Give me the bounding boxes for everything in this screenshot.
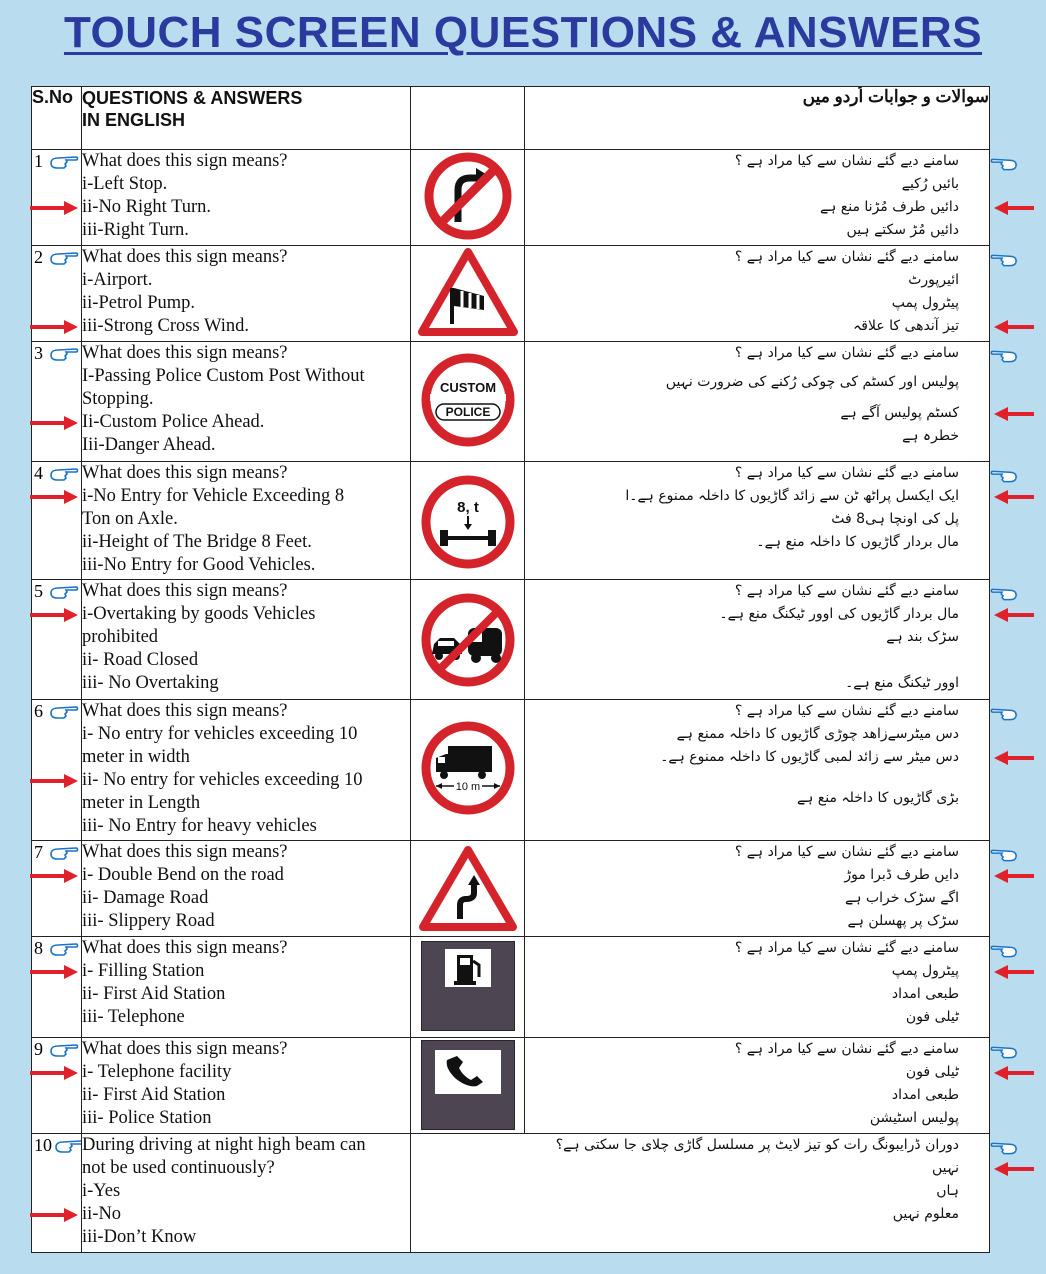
table-row <box>32 1038 990 1134</box>
option: i-Airport. <box>82 270 153 290</box>
urdu-cell <box>525 580 990 700</box>
urdu-cell <box>525 342 990 462</box>
page-title: TOUCH SCREEN QUESTIONS & ANSWERS <box>63 8 983 57</box>
pointing-hand-icon <box>49 346 79 362</box>
sno-cell <box>32 580 82 700</box>
table-row <box>32 700 990 841</box>
sno-cell <box>32 150 82 246</box>
urdu-option: اگے سڑک خراب ہے <box>845 890 959 906</box>
pointing-hand-icon <box>49 845 79 861</box>
question-text: What does this sign means? <box>82 151 288 171</box>
option: iii- No Overtaking <box>82 673 219 693</box>
option: iii-Right Turn. <box>82 220 189 240</box>
custom-police-sign-icon <box>418 352 518 448</box>
urdu-option: دائیں مُڑ سکتے ہیں <box>846 222 959 238</box>
english-cell <box>82 937 411 1038</box>
table-row <box>32 150 990 246</box>
cross-wind-sign-icon <box>418 246 518 338</box>
header-row <box>32 87 990 150</box>
red-arrow-icon <box>994 407 1034 421</box>
urdu-option: اوور ٹیکنگ منع ہے۔ <box>845 675 959 691</box>
option-correct: ii-No <box>82 1204 122 1224</box>
urdu-option-correct: دس میٹر سے زائد لمبی گاڑیوں کا داخلہ ممنوع ہے۔ <box>660 749 959 765</box>
table-row <box>32 1134 990 1253</box>
urdu-cell <box>525 462 990 580</box>
option: iii- Slippery Road <box>82 911 215 931</box>
sign-label: POLICE <box>445 405 490 419</box>
red-arrow-icon <box>994 490 1034 504</box>
option: iii-Don’t Know <box>82 1227 197 1247</box>
urdu-option: خطرہ ہے <box>902 428 959 444</box>
sign-label: CUSTOM <box>439 380 496 395</box>
urdu-cell <box>525 937 990 1038</box>
sno-cell <box>32 700 82 841</box>
option-correct: Ii-Custom Police Ahead. <box>82 412 265 432</box>
urdu-option: ہاں <box>936 1183 959 1199</box>
table-row <box>32 841 990 937</box>
question-text: What does this sign means? <box>82 343 288 363</box>
option-correct: meter in Length <box>82 793 201 813</box>
sign-cell <box>411 342 525 462</box>
english-cell <box>82 462 411 580</box>
pointing-hand-icon <box>990 252 1018 268</box>
pointing-hand-icon <box>49 584 79 600</box>
option-correct: i- Telephone facility <box>82 1062 232 1082</box>
question-number: 5 <box>34 581 43 601</box>
header-sno: S.No <box>32 87 82 150</box>
option: ii- Road Closed <box>82 650 199 670</box>
option-correct: ii- No entry for vehicles exceeding 10 <box>82 770 363 790</box>
option-correct: ii-No Right Turn. <box>82 197 212 217</box>
no-right-turn-sign-icon <box>420 150 516 242</box>
question-text: not be used continuously? <box>82 1158 275 1178</box>
question-number: 7 <box>34 842 43 862</box>
urdu-option: معلوم نہیں <box>892 1206 959 1222</box>
pointing-hand-icon <box>990 847 1018 863</box>
urdu-cell <box>411 1134 990 1253</box>
urdu-option: سڑک پر پھسلن ہے <box>847 913 959 929</box>
no-overtaking-goods-sign-icon <box>418 592 518 688</box>
urdu-option-correct: کسٹم پولیس آگے ہے <box>840 405 959 421</box>
question-text: What does this sign means? <box>82 581 288 601</box>
urdu-cell <box>525 150 990 246</box>
header-english-line2: IN ENGLISH <box>82 110 186 130</box>
pointing-hand-icon <box>49 941 79 957</box>
table-row <box>32 462 990 580</box>
red-arrow-icon <box>30 608 78 622</box>
question-number: 2 <box>34 247 43 267</box>
pointing-hand-icon <box>990 1044 1018 1060</box>
pointing-hand-icon <box>990 348 1018 364</box>
axle-weight-sign-icon <box>418 474 518 570</box>
option-correct: iii-Strong Cross Wind. <box>82 316 249 336</box>
option: ii-Petrol Pump. <box>82 293 196 313</box>
question-text: What does this sign means? <box>82 938 288 958</box>
option: iii- No Entry for heavy vehicles <box>82 816 317 836</box>
question-number: 3 <box>34 343 43 363</box>
urdu-option-correct: تیز آندھی کا علاقہ <box>853 318 959 334</box>
red-arrow-icon <box>30 965 78 979</box>
sign-label: 10 m <box>455 781 480 793</box>
red-arrow-icon <box>994 1162 1034 1176</box>
table-row <box>32 937 990 1038</box>
red-arrow-icon <box>994 751 1034 765</box>
red-arrow-icon <box>30 774 78 788</box>
question-text: What does this sign means? <box>82 701 288 721</box>
urdu-option: پیٹرول پمپ <box>891 295 959 311</box>
pointing-hand-icon <box>990 706 1018 722</box>
table-row <box>32 246 990 342</box>
option: Iii-Danger Ahead. <box>82 435 216 455</box>
urdu-cell <box>525 700 990 841</box>
question-number: 8 <box>34 938 43 958</box>
urdu-option: مال بردار گاڑیوں کا داخلہ منع ہے۔ <box>756 534 959 550</box>
sign-cell <box>411 462 525 580</box>
option-correct: i-Overtaking by goods Vehicles <box>82 604 316 624</box>
pointing-hand-icon <box>990 1140 1018 1156</box>
option: iii- Police Station <box>82 1108 212 1128</box>
option-correct: i- Filling Station <box>82 961 205 981</box>
urdu-option-correct: ٹیلی فون <box>905 1064 959 1080</box>
option: i- No entry for vehicles exceeding 10 <box>82 724 358 744</box>
urdu-option-correct: پیٹرول پمپ <box>891 963 959 979</box>
option: ii-Height of The Bridge 8 Feet. <box>82 532 312 552</box>
urdu-cell <box>525 1038 990 1134</box>
filling-station-sign-icon <box>421 941 515 1031</box>
option-correct: i-No Entry for Vehicle Exceeding 8 <box>82 486 345 506</box>
option: iii-No Entry for Good Vehicles. <box>82 555 316 575</box>
urdu-option-correct: دائیں طرف مُڑنا منع ہے <box>819 199 959 215</box>
sign-label: 8, t <box>456 499 479 516</box>
urdu-option: سڑک بند ہے <box>886 629 959 645</box>
english-cell <box>82 580 411 700</box>
red-arrow-icon <box>30 1208 78 1222</box>
urdu-cell <box>525 246 990 342</box>
option-correct: i- Double Bend on the road <box>82 865 284 885</box>
option: meter in width <box>82 747 190 767</box>
option: ii- Damage Road <box>82 888 209 908</box>
option: ii- First Aid Station <box>82 984 226 1004</box>
pointing-hand-icon <box>990 156 1018 172</box>
urdu-option-correct: دایں طرف ڈبرا موڑ <box>844 867 959 883</box>
option-correct: Ton on Axle. <box>82 509 178 529</box>
urdu-question-text: سامنے دیے گئے نشان سے کیا مراد ہے ؟ <box>734 1041 959 1057</box>
sign-cell <box>411 841 525 937</box>
sign-cell <box>411 150 525 246</box>
sno-cell <box>32 342 82 462</box>
urdu-option: بائیں رُکیے <box>901 176 959 192</box>
urdu-question-text: سامنے دیے گئے نشان سے کیا مراد ہے ؟ <box>734 844 959 860</box>
pointing-hand-icon <box>49 250 79 266</box>
sno-cell <box>32 462 82 580</box>
urdu-question-text: سامنے دیے گئے نشان سے کیا مراد ہے ؟ <box>734 703 959 719</box>
urdu-option: پل کی اونچا ہی8 فٹ <box>831 511 959 527</box>
pointing-hand-icon <box>49 466 79 482</box>
question-text: During driving at night high beam can <box>82 1135 366 1155</box>
question-number: 10 <box>34 1135 52 1155</box>
question-number: 4 <box>34 463 43 483</box>
qa-table <box>31 86 990 1253</box>
question-text: What does this sign means? <box>82 247 288 267</box>
pointing-hand-icon <box>990 586 1018 602</box>
option: ii- First Aid Station <box>82 1085 226 1105</box>
urdu-option: طبعی امداد <box>891 1087 959 1103</box>
telephone-sign-icon <box>421 1040 515 1130</box>
pointing-hand-icon <box>49 704 79 720</box>
option-correct: prohibited <box>82 627 159 647</box>
urdu-option-correct: نہیں <box>932 1160 959 1176</box>
urdu-question-text: سامنے دیے گئے نشان سے کیا مراد ہے ؟ <box>734 940 959 956</box>
option: I-Passing Police Custom Post Without <box>82 366 365 386</box>
sno-cell <box>32 937 82 1038</box>
question-text: What does this sign means? <box>82 842 288 862</box>
question-text: What does this sign means? <box>82 1039 288 1059</box>
red-arrow-icon <box>994 201 1034 215</box>
sno-cell <box>32 841 82 937</box>
header-urdu: سوالات و جوابات اُردو میں <box>525 87 990 150</box>
red-arrow-icon <box>30 201 78 215</box>
english-cell <box>82 1134 411 1253</box>
red-arrow-icon <box>994 320 1034 334</box>
question-number: 6 <box>34 701 43 721</box>
sign-cell <box>411 246 525 342</box>
option: i-Yes <box>82 1181 121 1201</box>
urdu-question-text: سامنے دیے گئے نشان سے کیا مراد ہے ؟ <box>734 153 959 169</box>
sign-cell <box>411 580 525 700</box>
option: iii- Telephone <box>82 1007 185 1027</box>
header-english-line1: QUESTIONS & ANSWERS <box>82 88 303 108</box>
header-english <box>82 87 411 150</box>
pointing-hand-icon <box>54 1138 82 1154</box>
red-arrow-icon <box>30 869 78 883</box>
urdu-question-text: سامنے دیے گئے نشان سے کیا مراد ہے ؟ <box>734 345 959 361</box>
option: Stopping. <box>82 389 154 409</box>
urdu-question-text: دوران ڈرایبونگ رات کو تیز لایٹ پر مسلسل گاڑی چلای جا سکتی ہے؟ <box>555 1137 959 1153</box>
table-row <box>32 580 990 700</box>
question-text: What does this sign means? <box>82 463 288 483</box>
urdu-option: ائیرپورٹ <box>908 272 959 288</box>
english-cell <box>82 841 411 937</box>
sign-cell <box>411 700 525 841</box>
red-arrow-icon <box>994 869 1034 883</box>
english-cell <box>82 342 411 462</box>
english-cell <box>82 150 411 246</box>
urdu-cell <box>525 841 990 937</box>
urdu-question-text: سامنے دیے گئے نشان سے کیا مراد ہے ؟ <box>734 249 959 265</box>
urdu-option: پولیس اور کسٹم کی چوکی رُکنے کی ضرورت نہیں <box>665 374 959 390</box>
pointing-hand-icon <box>990 943 1018 959</box>
red-arrow-icon <box>994 965 1034 979</box>
english-cell <box>82 246 411 342</box>
double-bend-sign-icon <box>418 845 518 933</box>
urdu-option: پولیس اسٹیشن <box>869 1110 959 1126</box>
table-row <box>32 342 990 462</box>
english-cell <box>82 1038 411 1134</box>
red-arrow-icon <box>994 1066 1034 1080</box>
urdu-question-text: سامنے دیے گئے نشان سے کیا مراد ہے ؟ <box>734 583 959 599</box>
pointing-hand-icon <box>49 1042 79 1058</box>
red-arrow-icon <box>30 1066 78 1080</box>
option: i-Left Stop. <box>82 174 168 194</box>
urdu-option: طبعی امداد <box>891 986 959 1002</box>
urdu-option: بڑی گاڑیوں کا داخلہ منع ہے <box>796 790 959 806</box>
pointing-hand-icon <box>49 154 79 170</box>
urdu-option: دس میٹرسےزاھد چوڑی گاڑیوں کا داخلہ ممنع ہے <box>676 726 959 742</box>
urdu-question-text: سامنے دیے گئے نشان سے کیا مراد ہے ؟ <box>734 465 959 481</box>
red-arrow-icon <box>30 490 78 504</box>
red-arrow-icon <box>994 608 1034 622</box>
sno-cell <box>32 1038 82 1134</box>
urdu-option-correct: ایک ایکسل پراٹھ ٹن سے زائد گاڑیوں کا داخلہ ممنوع ہے۔ا <box>625 488 959 504</box>
length-limit-sign-icon <box>418 720 518 816</box>
english-cell <box>82 700 411 841</box>
question-number: 9 <box>34 1039 43 1059</box>
question-number: 1 <box>34 151 43 171</box>
urdu-option-correct: مال بردار گاڑیوں کی اوور ٹیکنگ منع ہے۔ <box>719 606 959 622</box>
red-arrow-icon <box>30 320 78 334</box>
sign-cell <box>411 937 525 1038</box>
sign-cell <box>411 1038 525 1134</box>
header-sign <box>411 87 525 150</box>
sno-cell <box>32 1134 82 1253</box>
pointing-hand-icon <box>990 468 1018 484</box>
red-arrow-icon <box>30 416 78 430</box>
urdu-option: ٹیلی فون <box>905 1009 959 1025</box>
